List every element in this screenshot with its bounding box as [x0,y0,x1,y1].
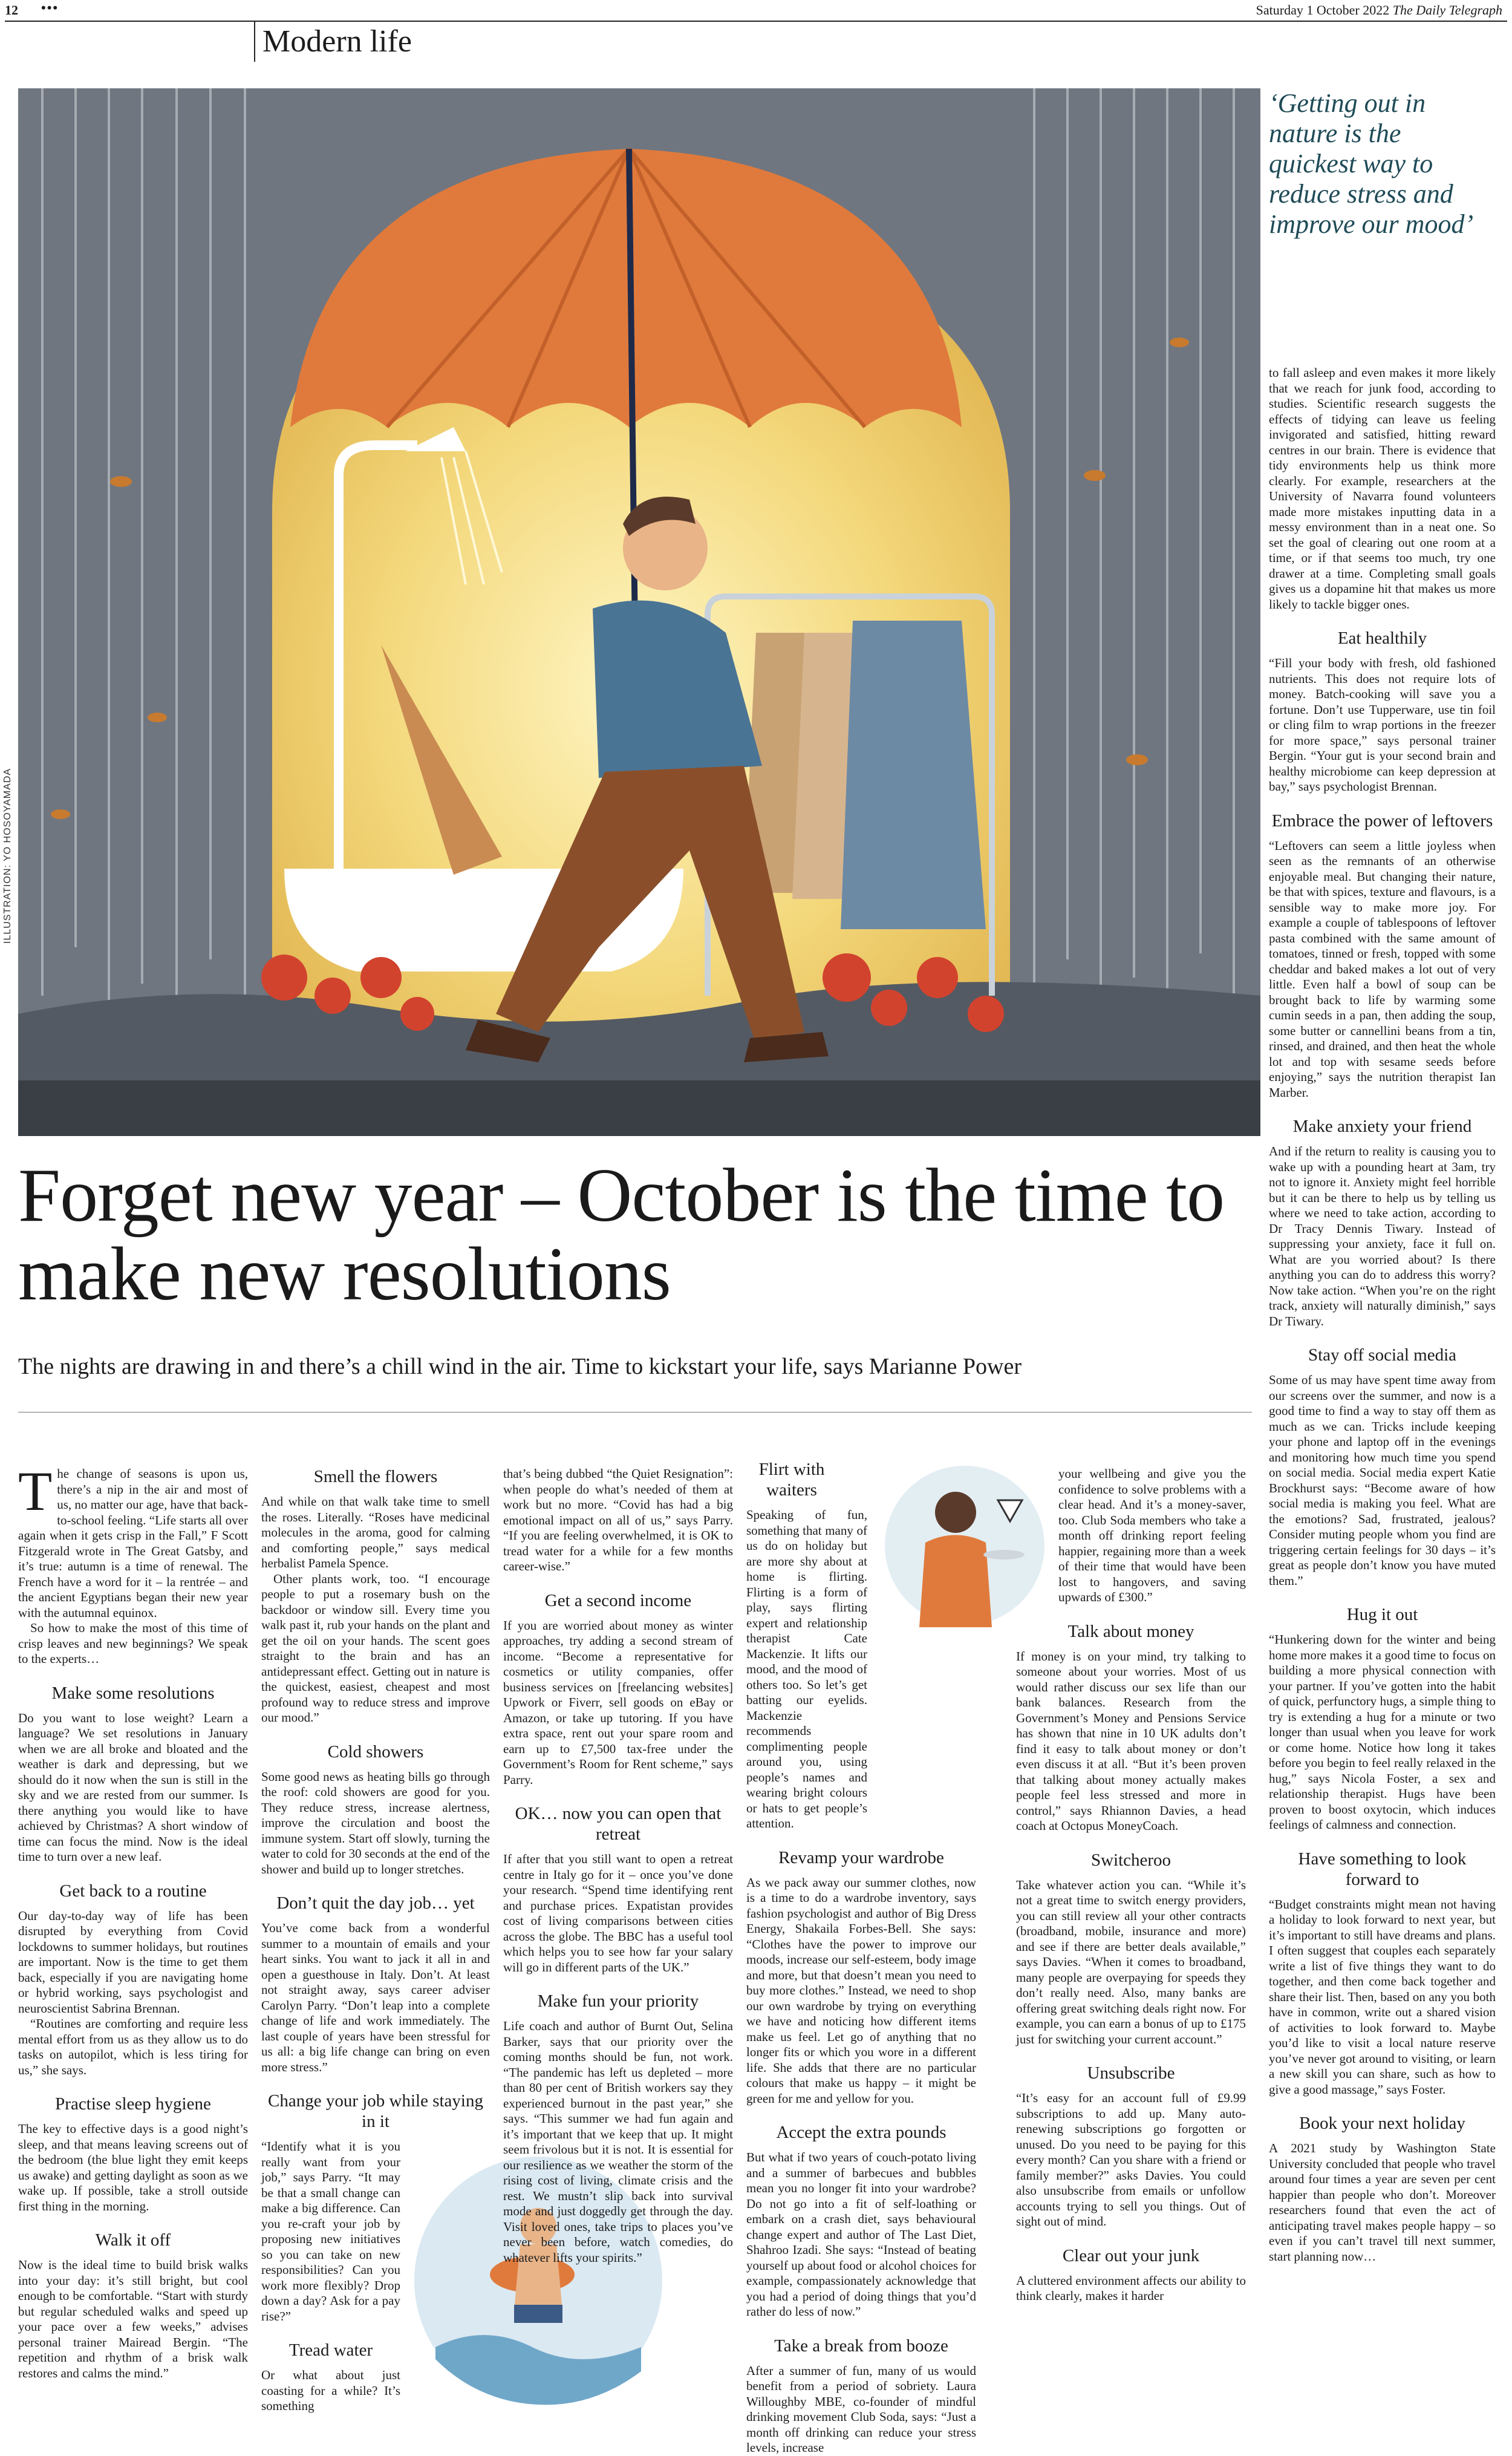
subhead: Don’t quit the day job… yet [276,1893,475,1913]
subhead: Make fun your priority [537,1991,699,2011]
body-paragraph: If money is on your mind, try talking to someone about your worries. Most of us would rather discuss our sex life than our bank balances. Research from the Government’s Money and Pensions Service has shown that nine in 10 UK adults don’t find it easy to talk about money or don’t even discuss it at all. “But it’s been proven that talking about money actually makes people feel less stressed and more in control,” says Rhiannon Davies, a head coach at Octopus MoneyCoach. [1016,1648,1246,1833]
body-paragraph: After a summer of fun, many of us would benefit from a period of sobriety. Laura Willoughby MBE, co-founder of mindful drinking movement Club Soda, says: “Just a month off drinking can reduce your stress levels, increase [746,2363,976,2455]
body-paragraph: If after that you still want to open a retreat centre in Italy go for it – once you’ve done your research. “Spend time identifying rent and purchase prices. Expatistan provides cost of living comparisons between cities across the globe. The BBC has a useful tool which helps you to see how far your salary will go in different parts of the UK.” [503,1852,733,1974]
subhead: Make anxiety your friend [1292,1117,1472,1136]
subhead: Clear out your junk [1062,2245,1200,2265]
body-paragraph: The key to effective days is a good night’s sleep, and that means leaving screens out of the bedroom (the blue light they emit keeps us awake) and getting daylight as soon as we wake up. If possible, take a stroll outside first thing in the morning. [18,2121,248,2213]
subhead: Practise sleep hygiene [55,2094,211,2114]
body-paragraph: A 2021 study by Washington State University concluded that people who travel around four times a year are seven per cent happier than people who don’t. Moreover researchers found that even the act of anticipating travel makes people happy – so even if you can’t travel till next summer, start planning now… [1269,2141,1496,2264]
pull-quote: ‘Getting out in nature is the quickest way to reduce stress and improve our mood’ [1269,88,1474,239]
body-paragraph: “Fill your body with fresh, old fashioned nutrients. This does not require lots of money. Batch-cooking will save you a fortune. Don’t use Tupperware, use tin foil or cling film to wrap portions in the freezer for more space,” says personal trainer Bergin. “Your gut is your second brain and healthy microbiome can keep depression at bay,” says psychologist Brennan. [1269,656,1496,794]
section-title: Modern life [254,22,412,62]
column-4 [746,1459,976,2456]
subhead: Have something to look forward to [1298,1849,1467,1889]
body-paragraph: to fall asleep and even makes it more likely that we reach for junk food, according to studies. Scientific research suggests the effects of tidying can leave us feeling invigorated and satisfied, hitting reward centres in our brain. There is evidence that tidy environments help us think more clearly. For example, researchers at the University of Navarra found volunteers made more mistakes inputting data in a messy environment than in a neat one. So set the goal of clearing out one room at a time, or if that seems too much, try one drawer at a time. Completing small goals gives us a dopamine hit that makes us more likely to tackle bigger ones. [1269,365,1496,612]
body-paragraph: Now is the ideal time to build brisk walks into your day: it’s still bright, but cool enough to be comfortable. “Start with sturdy but regular scheduled walks and speed up your pace over a few weeks,” advises personal trainer Mairead Bergin. “The repetition and rhythm of a brisk walk restores and calms the mind.” [18,2258,248,2380]
subhead: Revamp your wardrobe [778,1847,944,1867]
subhead: Cold showers [327,1742,424,1762]
subhead: Accept the extra pounds [776,2123,947,2142]
subhead: OK… now you can open that retreat [515,1804,722,1844]
body-paragraph: “Budget constraints might mean not having a holiday to look forward to next year, but it’s important to still have dreams and plans. I often suggest that couples each separately write a list of five things they want to do together, and then come back together and share their list. Then, based on any you both have in common, write out a shared vision of activities to look forward to. Maybe you’d like to visit a local nature reserve you’ve never got around to visiting, or learn a new skill you can share, such as how to give a good massage,” says Foster. [1269,1896,1496,2097]
body-paragraph: “It’s easy for an account full of £9.99 subscriptions to add up. Many auto-renewing subscriptions go forgotten or unused. Do you need to be paying for this every month? Can you share with a friend or family member?” asks Davies. You could also unsubscribe from emails or unfollow accounts trying to sell you things. Out of sight out of mind. [1016,2091,1246,2229]
subhead: Stay off social media [1308,1345,1457,1365]
intro-paragraph-2: So how to make the most of this time of crisp leaves and new beginnings? We speak to the experts… [18,1621,248,1666]
body-paragraph: that’s being dubbed “the Quiet Resignation”: when people do what’s needed of them at work but no more. “Covid has had a big emotional impact on all of us,” says Parry. “If you are feeling overwhelmed, it is OK to tread water for a while for a few months career-wise.” [503,1466,733,1573]
subhead: Flirt with waiters [758,1460,825,1500]
paper-name: The Daily Telegraph [1392,2,1502,18]
illustration-credit: ILLUSTRATION: YO HOSOYAMADA [2,768,13,944]
body-paragraph: Some of us may have spent time away from our screens over the summer, and now is a good time to find a way to stay off them as much as we can. Tricks include keeping your phone and laptop off in the evenings and monitoring how much time you spend on social media. Social media expert Katie Brockhurst says: “Become aware of how social media is making you feel. What are the emotions? Sad, frustrated, jealous? Consider muting people whom you find are triggering certain feelings for 30 days – it’s great as people don’t know you have muted them.” [1269,1373,1496,1588]
subhead: Unsubscribe [1087,2063,1175,2083]
masthead [5,0,1507,24]
masthead-dots: ••• [41,0,59,15]
body-paragraph: And if the return to reality is causing you to wake up with a pounding heart at 3am, try not to ignore it. Anxiety might feel horrible but it can be there to help us by telling us where we need to take action, according to Dr Tracy Dennis Tiwary. Instead of suppressing your anxiety, face it full on. What are you worried about? Is there anything you can do to address this worry? Now take action. “When you’re on the right track, anxiety will naturally diminish,” says Dr Tiwary. [1269,1144,1496,1328]
intro-paragraph: The change of seasons is upon us, there’s a nip in the air and most of us, no matter our age, have that back-to-school feeling. “Life starts all over again when it gets crisp in the Fall,” F Scott Fitzgerald wrote in The Great Gatsby, and it’s true: autumn is a time of renewal. The French have a word for it – la rentrée – and the ancient Egyptians began their new year with the autumnal equinox. [18,1460,248,1620]
body-paragraph: your wellbeing and give you the confidence to solve problems with a clear head. And it’s a money-saver, too. Club Soda members who take a month off drinking report feeling happier, regaining more than a week of their time that would have been lost to hangovers, and saving upwards of £300.” [1058,1466,1246,1604]
subhead: Get a second income [544,1590,692,1610]
subhead: Embrace the power of leftovers [1271,811,1493,831]
headline: Forget new year – October is the time to make new resolutions [18,1154,1225,1316]
standfirst: The nights are drawing in and there’s a chill wind in the air. Time to kickstart your life, says Marianne Power [18,1354,1022,1379]
subhead: Walk it off [95,2230,171,2250]
subhead: Change your job while staying in it [267,2091,483,2131]
body-paragraph: Do you want to lose weight? Learn a language? We set resolutions in January when we are all broke and bloated and the weather is dark and depressing, but we should do it now when the sun is still in the sky and we are rested from our summer. Is there anything you would like to have achieved by Christmas? A short window of time can focus the mind. Now is the ideal time to turn over a new leaf. [18,1710,248,1864]
subhead: Smell the flowers [313,1467,438,1486]
coat-grey [841,621,986,929]
body-paragraph: “Leftovers can seem a little joyless when seen as the remnants of an otherwise enjoyable meal. But changing their nature, be that with spices, texture and flavours, is a sensible way to make more joy. For example a couple of tablespoons of leftover pasta combined with the same amount of tomatoes, tinned or fresh, topped with some cheddar and baked makes a lot out of very little. Even half a bowl of soup can be brought back to life by warming some cumin seeds in a pan, then adding the soup, some butter or cannellini beans from a tin, rinsed, and drained, and then heat the whole lot and top with sesame seeds before enjoying,” says the nutrition therapist Ian Marber. [1269,838,1496,1100]
column-3 [503,1466,733,2265]
page-number: 12 [5,2,18,18]
body-paragraph: As we pack away our summer clothes, now is a time to do a wardrobe inventory, says fashion psychologist and author of Big Dress Energy, Shakaila Forbes-Bell. She says: “Clothes have the power to improve our moods, increase our self-esteem, body image and more, but that doesn’t mean you need to buy more clothes.” Instead, we need to shop our own wardrobe by trying on everything we have and noticing how different items make us feel. Let go of anything that no longer fits or which you wore in a different life. She adds that there are no particular colours that make us happy – it might be green for me and yellow for you. [746,1875,976,2106]
divider [18,1412,1252,1413]
body-paragraph: “Hunkering down for the winter and being home more makes it a good time to focus on building a more physical connection with your partner. If you’ve gotten into the habit of quick, perfunctory hugs, a simple thing to try is extending a hug for a minute or two longer than usual when you leave for work or come home. Notice how long it takes before you begin to feel really relaxed in the hug,” says Nicola Foster, a sex and relationship therapist. Hugs have been proven to boost oxytocin, which induces feelings of calmness and connection. [1269,1632,1496,1832]
subhead: Book your next holiday [1299,2114,1465,2133]
body-paragraph: If you are worried about money as winter approaches, try adding a second stream of income. “Become a representative for cosmetics or utility companies, offer business services on [freelancing websites] Upwork or Fiverr, sell goods on eBay or Amazon, or take up tutoring. If you have extra space, rent out your spare room and earn up to £7,500 tax-free under the Government’s Room for Rent scheme,” says Parry. [503,1618,733,1787]
column-6 [1269,365,1496,2264]
body-paragraph: But what if two years of couch-potato living and a summer of barbecues and bubbles mean you no longer fit into your wardrobe? Do not go into a fit of self-loathing or embark on a crash diet, says behavioural change expert and author of The Last Diet, Shahroo Izadi. She says: “Instead of beating yourself up about food or alcohol choices for example, compassionately acknowledge that you had a period of doing things that you’d rather do less of now.” [746,2150,976,2319]
body-paragraph: And while on that walk take time to smell the roses. Literally. “Roses have medicinal molecules in the aroma, good for calming and comforting people,” says medical herbalist Pamela Spence. [261,1494,490,1570]
masthead-rule [5,21,1507,22]
subhead: Get back to a routine [59,1881,207,1901]
body-paragraph: You’ve come back from a wonderful summer to a mountain of emails and your heart sinks. You want to jack it all in and open a guesthouse in Italy. Don’t. At least not straight away, says career adviser Carolyn Parry. “Don’t leap into a complete change of life and work immediately. The last couple of years have been stressful for us all: a big life change can bring on even more stress.” [261,1921,490,2074]
pavement [18,1080,1260,1136]
body-paragraph: Other plants work, too. “I encourage people to put a rosemary bush on the backdoor or window sill. Every time you walk past it, rub your hands on the plant and get the oil on your hands. The scent goes straight to the brain and has an antidepressant effect. Getting out in nature is the quickest, easiest, cheapest and most profound way to reduce stress and improve our mood.” [261,1571,490,1725]
body-paragraph: Speaking of fun, something that many of us do on holiday but are more shy about at home is flirting. Flirting is a form of play, says flirting expert and relationship therapist Cate Mackenzie. It lifts our mood, and the mood of others too. So let’s get batting our eyelids. Mackenzie recommends complimenting people around you, using people’s names and wearing bright colours or hats to get people’s attention. [746,1507,867,1831]
body-paragraph: “Routines are comforting and require less mental effort from us as they allow us to do tasks on autopilot, which is less tiring for us,” she says. [18,2016,248,2077]
body-paragraph: Or what about just coasting for a while? It’s something [261,2368,400,2413]
masthead-date: Saturday 1 October 2022 The Daily Telegraph [1256,2,1502,18]
body-paragraph: Life coach and author of Burnt Out, Selina Barker, says that our priority over the coming months should be fun, not work. “The pandemic has left us depleted – more than 80 per cent of British workers say they experienced burnout in the past year,” she says. “This summer we had fun again and it’s important that we keep that up. It might seem frivolous but it is not. It is essential for our resilience as we weather the storm of the rising cost of living, climate crisis and the rest. We mustn’t slip back into survival mode and just doggedly get through the day. Visit loved ones, take trips to places you’ve never been before, watch comedies, do whatever lifts your spirits.” [503,2019,733,2265]
subhead: Take a break from booze [774,2336,948,2356]
subhead: Switcheroo [1090,1850,1171,1870]
body-paragraph: Some good news as heating bills go through the roof: cold showers are good for you. They reduce stress, increase alertness, improve the circulation and boost the immune system. Start off slowly, turning the water to cold for 30 seconds at the end of the shower and build up to longer stretches. [261,1769,490,1876]
body-paragraph: Our day-to-day way of life has been disrupted by everything from Covid lockdowns to summer holidays, but routines are important. Now is the time to get them back, especially if you are navigating home or hybrid working, says psychologist and neuroscientist Sabrina Brennan. [18,1908,248,2016]
swim-shorts [514,2305,562,2323]
subhead: Make some resolutions [51,1683,215,1703]
subhead: Eat healthily [1337,629,1427,648]
body-paragraph: A cluttered environment affects our ability to think clearly, makes it harder [1016,2273,1246,2303]
column-5 [1016,1466,1246,2304]
column-1 [18,1460,248,2381]
illustration-man-with-umbrella [18,88,1260,1136]
subhead: Hug it out [1346,1605,1418,1624]
body-paragraph: Take whatever action you can. “While it’s not a great time to switch energy providers, you can still review all your other contracts (broadband, mobile, insurance and more) and see if there are better deals available,” says Davies. “When it comes to broadband, many people are overpaying for speeds they don’t really need. Also, many banks are offering great switching deals right now. For example, you can earn a bonus of up to £175 just for switching your current account.” [1016,1877,1246,2046]
subhead: Tread water [288,2340,373,2360]
body-paragraph: “Identify what it is you really want from your job,” says Parry. “It may be that a small change can make a big difference. Can you re-craft your job by proposing new initiatives so you can take on new responsibilities? Can you work more flexibly? Drop down a day? Ask for a pay rise?” [261,2139,400,2324]
subhead: Talk about money [1067,1621,1194,1641]
